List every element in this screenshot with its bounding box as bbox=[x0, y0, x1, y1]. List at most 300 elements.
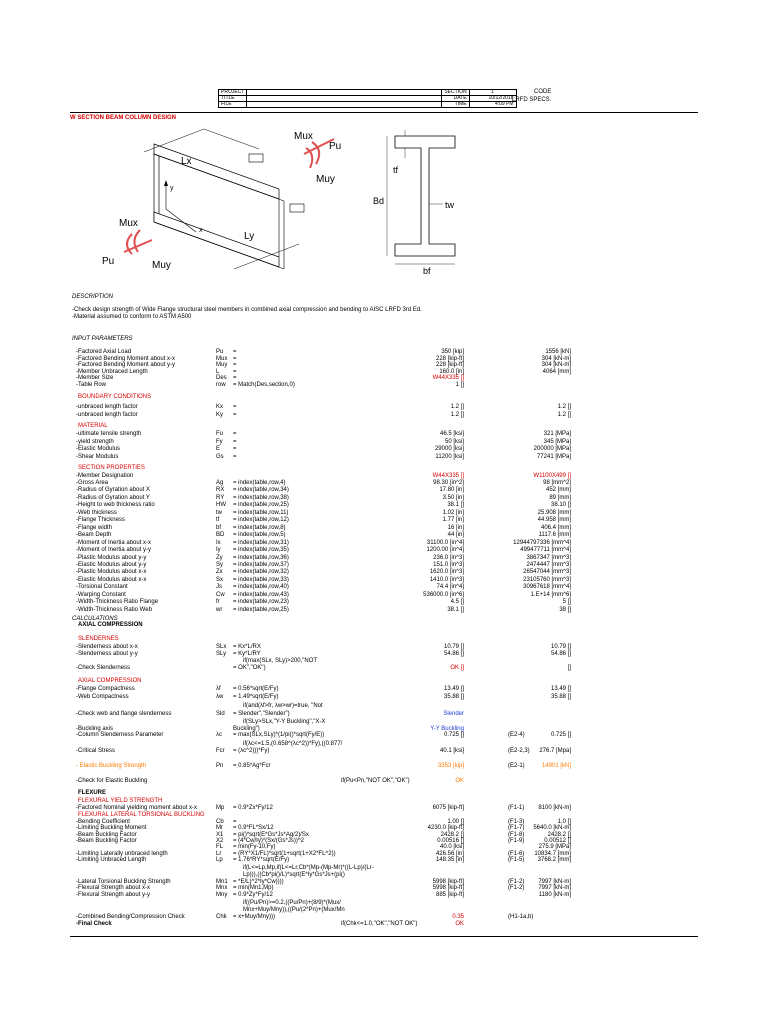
row-d: -Final Check bbox=[76, 921, 112, 927]
row-s: Lr bbox=[216, 850, 222, 857]
row-e: = index(table,row,12) bbox=[233, 517, 289, 524]
row-v1: 38.1 [] bbox=[447, 502, 464, 509]
row-d: -Beam Depth bbox=[76, 532, 112, 539]
row-v2: 35.88 [] bbox=[550, 694, 571, 700]
row-v2: 44.958 [mm] bbox=[537, 517, 571, 524]
row-e: = index(table,row,37) bbox=[233, 561, 289, 568]
row-v2: 3768.2 [mm] bbox=[537, 856, 571, 863]
row-e: = bbox=[233, 349, 237, 355]
row-d: -Factored Nominal yielding moment about x-x bbox=[76, 805, 198, 811]
x-axis-label: x bbox=[199, 227, 203, 234]
row-v2: 304 [kN-m] bbox=[541, 355, 571, 362]
row-v2: 5640.0 [kN-m] bbox=[533, 825, 571, 832]
pu-label-bottom: Pu bbox=[102, 256, 115, 267]
row-s: Des bbox=[216, 375, 227, 382]
row-v1: 148.35 [in] bbox=[435, 856, 464, 863]
row-v2: 452 [mm] bbox=[545, 487, 571, 494]
row-v1: 74.4 [in^4] bbox=[436, 584, 464, 591]
row-v2: 0.725 [] bbox=[550, 732, 571, 738]
row-d: -yield strength bbox=[76, 438, 114, 445]
section-props-heading: SECTION PROPERTIES bbox=[78, 465, 145, 471]
row-e: = (RY*X1/FL)*sqrt(1+sqrt(1+X2*FL^2)) bbox=[233, 850, 336, 857]
row-d: -Web thickness bbox=[76, 509, 117, 516]
row-d: - Elastic Buckling Strength bbox=[76, 763, 147, 769]
row-v1: Slender bbox=[443, 711, 464, 717]
row-s: Fy bbox=[216, 438, 223, 445]
row-v2: 54.86 [] bbox=[550, 651, 571, 657]
row-v1: 228 [kip-ft] bbox=[435, 362, 464, 369]
row-v2: 2428.2 [] bbox=[547, 831, 571, 838]
file-value bbox=[247, 102, 442, 108]
row-e: = bbox=[233, 375, 237, 382]
axial-comp-heading: AXIAL COMPRESSION bbox=[78, 678, 142, 684]
pu-label-top: Pu bbox=[329, 141, 342, 152]
row-v1: 426.56 [in] bbox=[435, 850, 464, 857]
row-v2: 23105760 [mm^3] bbox=[523, 576, 571, 583]
row-v1: 4230.0 [kip-ft] bbox=[427, 825, 464, 832]
row-v1: Y-Y Buckling bbox=[430, 726, 464, 732]
row-v2: 30967618 [mm^4] bbox=[523, 584, 571, 591]
row-d: -Check web and flange slenderness bbox=[76, 711, 172, 717]
row-s: Zx bbox=[216, 569, 223, 576]
row-v2: 10834.7 [mm] bbox=[534, 850, 571, 857]
ltb-heading: FLEXURAL LATERAL TORSIONAL BUCKLING bbox=[78, 812, 205, 818]
date-value: 10/12/2018 bbox=[469, 96, 516, 102]
row-d: -Bending Coefficient bbox=[76, 819, 130, 825]
row-s: Muy bbox=[216, 362, 228, 369]
row-e: if(Chk<=1.0,"OK","NOT OK") bbox=[341, 921, 418, 927]
row-d: -Slenderness about x-x bbox=[76, 644, 138, 650]
row-d: -unbraced length factor bbox=[76, 411, 138, 418]
row-s: Fu bbox=[216, 431, 224, 437]
row-v2: W1100X499 [] bbox=[533, 473, 571, 479]
row-v1: 6075 [kip-ft] bbox=[432, 805, 464, 811]
row-d: -Member Unbraced Length bbox=[76, 368, 148, 375]
row-v1: 1.2 [] bbox=[450, 411, 464, 418]
row-e: = max(SLx,SLy)*(1/pi()*sqrt(Fy/E)) bbox=[233, 732, 325, 738]
formula-line: if(L<=Lp,Mp,if(L<=Lr,Cb*(Mp-(Mp-Mr)*((L-Lp)/(Lr- bbox=[243, 865, 374, 871]
row-d: -Combined Bending/Compression Check bbox=[76, 914, 185, 920]
section-label: SECTION bbox=[442, 90, 469, 96]
axial-heading: AXIAL COMPRESSION bbox=[78, 622, 143, 628]
row-d: -Shear Modulus bbox=[76, 453, 119, 460]
calc-row bbox=[76, 710, 696, 718]
row-s: SLx bbox=[216, 644, 227, 650]
lx-label: Lx bbox=[181, 156, 192, 167]
row-v1: 536000.0 [in^6] bbox=[423, 591, 464, 598]
row-v1: 29000 [ksi] bbox=[434, 446, 464, 452]
page-title: W SECTION BEAM COLUMN DESIGN bbox=[70, 115, 176, 121]
tf-label: tf bbox=[393, 165, 399, 175]
row-s: RX bbox=[216, 487, 225, 494]
row-d: -Lateral Torsional Buckling Strength bbox=[76, 879, 171, 885]
calc-row bbox=[76, 664, 696, 672]
row-e: = *E/L)^2*Iy*Cw)))) bbox=[233, 879, 284, 885]
row-d: -Factored Bending Moment about y-y bbox=[76, 362, 176, 369]
row-d: -Elastic Modulus about y-y bbox=[76, 561, 147, 568]
row-v1: 16 [in] bbox=[447, 524, 464, 531]
time-label: TIME bbox=[442, 102, 469, 108]
row-s: Ag bbox=[216, 480, 224, 486]
row-s: Gs bbox=[216, 453, 224, 460]
row-s: Sy bbox=[216, 561, 224, 568]
row-v2: 7997 [kN-m] bbox=[538, 885, 571, 891]
bd-label: Bd bbox=[373, 196, 385, 206]
row-ref: (E2-4) bbox=[508, 732, 525, 738]
row-d: -Check for Elastic Buckling bbox=[76, 778, 148, 784]
row-d: -Moment of Inertia about x-x bbox=[76, 539, 152, 546]
row-s: Cw bbox=[216, 591, 225, 598]
title-label: TITLE bbox=[219, 96, 247, 102]
row-e: = index(table,row,34) bbox=[233, 487, 289, 494]
row-d: -Flange Thickness bbox=[76, 517, 125, 524]
calc-row bbox=[76, 693, 696, 701]
row-d: -Factored Axial Load bbox=[76, 349, 132, 355]
row-d: -Torsional Constant bbox=[76, 584, 128, 591]
row-v1: 17.80 [in] bbox=[439, 487, 464, 494]
row-d: -Critical Stress bbox=[76, 748, 116, 754]
row-s: Kx bbox=[216, 404, 224, 410]
i-section-diagram bbox=[365, 128, 475, 276]
row-v1: 160.0 [in] bbox=[439, 368, 464, 375]
row-v2: 38 [] bbox=[559, 606, 571, 613]
row-ref: (F1-3) bbox=[508, 819, 525, 825]
row-s: Fcr bbox=[216, 748, 225, 754]
row-ref: (H1-1a,b) bbox=[508, 914, 534, 920]
row-v2: 499477711 [mm^4] bbox=[520, 547, 571, 554]
row-v2: 275.9 [MPa] bbox=[538, 844, 571, 851]
row-v2: 77241 [MPa] bbox=[536, 453, 571, 460]
formula-line: if(λc<=1.5,(0.658^(λc^2))*Fy),((0.877/ bbox=[243, 741, 343, 747]
row-s: L bbox=[216, 368, 220, 375]
row-e: = index(table,row,23) bbox=[233, 599, 289, 606]
row-v1: 228 [kip-ft] bbox=[435, 355, 464, 362]
row-d: -ultimate tensile strength bbox=[76, 431, 142, 437]
row-v2: 0.00512 [] bbox=[544, 837, 571, 844]
row-e: = index(table,row,25) bbox=[233, 502, 289, 509]
mux-label-bottom: Mux bbox=[119, 218, 138, 229]
row-e: = 0.9*Zx*Fy/12 bbox=[233, 805, 273, 811]
row-ref: (F1-1) bbox=[508, 805, 525, 811]
row-d: -Web Compactness bbox=[76, 694, 129, 700]
section-value: 1 bbox=[469, 90, 516, 96]
row-d: -Member Size bbox=[76, 375, 114, 382]
row-v1: 151.0 [in^3] bbox=[433, 561, 464, 568]
row-e: = bbox=[233, 355, 237, 362]
row-e: = 0.9*FL*Sx/12 bbox=[233, 825, 274, 832]
top-rule bbox=[70, 112, 698, 113]
calculations-heading: CALCULATIONS bbox=[72, 616, 118, 622]
row-e: = 1.76*RY*sqrt(E/Fy) bbox=[233, 856, 290, 863]
row-e: = bbox=[233, 453, 237, 460]
row-e: = index(table,row,35) bbox=[233, 547, 289, 554]
row-e: = 0.85*Ag*Fcr bbox=[233, 763, 271, 769]
row-e: = OK","OK") bbox=[233, 665, 266, 671]
code-value: LRFD SPECS. bbox=[512, 97, 552, 103]
row-v1: 46.5 [ksi] bbox=[439, 431, 464, 437]
formula-line: if(SLy>SLx,"Y-Y Buckling","X-X bbox=[243, 719, 326, 725]
row-v1: 1.2 [] bbox=[450, 404, 464, 410]
row-ref: (F1-5) bbox=[508, 856, 525, 863]
row-e: = 1.49*sqrt(E/Fy) bbox=[233, 694, 279, 700]
row-e: = min(Mn1,Mp) bbox=[233, 885, 274, 891]
row-v1: 40.1 [ksi] bbox=[439, 748, 464, 754]
row-d: -Width-Thickness Ratio Web bbox=[76, 606, 152, 613]
row-v1: W44X335 [] bbox=[432, 375, 464, 382]
row-v1: 40.0 [ksi] bbox=[439, 844, 464, 851]
row-v2: 4064 [mm] bbox=[542, 368, 571, 375]
row-v1: 11200 [ksi] bbox=[435, 453, 464, 460]
project-label: PROJECT bbox=[219, 90, 247, 96]
row-v2: 13.49 [] bbox=[550, 686, 571, 692]
row-d: -Gross Area bbox=[76, 480, 109, 486]
row-e: = index(table,row,31) bbox=[233, 539, 289, 546]
row-v1: 38.1 [] bbox=[447, 606, 464, 613]
beam-column-diagram bbox=[84, 124, 354, 274]
time-value: 4:09 PM bbox=[469, 102, 516, 108]
slenderness-heading: SLENDERNES bbox=[78, 636, 119, 642]
row-s: SLy bbox=[216, 651, 227, 657]
row-s: Pn bbox=[216, 763, 224, 769]
row-s: fr bbox=[216, 599, 220, 606]
muy-label-bottom: Muy bbox=[152, 260, 171, 271]
row-s: Mp bbox=[216, 805, 225, 811]
row-d: -Limiting Laterally unbraced length bbox=[76, 850, 168, 857]
row-s: row bbox=[216, 382, 226, 388]
row-v1: 50 [ksi] bbox=[444, 438, 464, 445]
flexural-yield-heading: FLEXURAL YIELD STRENGTH bbox=[78, 798, 163, 804]
row-d: -Elastic Modulus bbox=[76, 446, 121, 452]
row-s: RY bbox=[216, 494, 225, 501]
row-d: -Height to web thickness ratio bbox=[76, 502, 155, 509]
row-d: -Plastic Modulus about y-y bbox=[76, 554, 147, 561]
row-e: = index(table,row,25) bbox=[233, 606, 289, 613]
row-v1: 4.5 [] bbox=[450, 599, 464, 606]
muy-label-top: Muy bbox=[316, 174, 335, 185]
row-v1: 885 [kip-ft] bbox=[435, 892, 464, 898]
row-d: -Column Slenderness Parameter bbox=[76, 732, 164, 738]
row-e: = index(table,row,43) bbox=[233, 591, 289, 598]
row-s: tf bbox=[216, 517, 220, 524]
row-d: -Beam Buckling Factor bbox=[76, 831, 137, 838]
row-e: = x+Muy/Mny))) bbox=[233, 914, 276, 920]
row-d: -Elastic Modulus about x-x bbox=[76, 576, 147, 583]
row-v1: 236.0 [in^3] bbox=[433, 554, 464, 561]
row-d: -Buckling axis bbox=[76, 726, 114, 732]
calc-row bbox=[76, 650, 696, 658]
row-e: = Ky*L/RY bbox=[233, 651, 261, 657]
row-e: = Match(Des,section,0) bbox=[233, 382, 295, 388]
row-v1: 2428.2 [] bbox=[440, 831, 464, 838]
row-d: -Moment of Inertia about y-y bbox=[76, 547, 152, 554]
row-v1: 5998 [kip-ft] bbox=[432, 885, 464, 891]
row-s: Sx bbox=[216, 576, 224, 583]
row-v2: 1.E+14 [mm^6] bbox=[530, 591, 571, 598]
row-s: Zy bbox=[216, 554, 223, 561]
row-ref: (F1-2) bbox=[508, 885, 525, 891]
calc-row bbox=[76, 731, 696, 739]
row-v2: 1.2 [] bbox=[557, 411, 571, 418]
row-v1: 1.00 [] bbox=[447, 819, 464, 825]
calc-row bbox=[76, 453, 696, 461]
row-ref: (F1-7) bbox=[508, 825, 525, 832]
bf-label: bf bbox=[423, 266, 431, 276]
row-v1: 1410.0 [in^3] bbox=[429, 576, 464, 583]
row-v1: W44X335 [] bbox=[432, 473, 464, 479]
row-v2: 2474447 [mm^3] bbox=[526, 561, 571, 568]
mux-label-top: Mux bbox=[294, 131, 313, 142]
row-v1: 98.30 [in^2] bbox=[433, 480, 464, 486]
row-s: λc bbox=[216, 732, 222, 738]
row-v1: 13.49 [] bbox=[443, 686, 464, 692]
row-s: BD bbox=[216, 532, 225, 539]
calc-row bbox=[76, 762, 696, 770]
formula-line: Lp))),((Cb*pi()/L)*sqrt(E*Iy*Gs*Js+(pi() bbox=[243, 872, 345, 878]
row-e: Buckling") bbox=[233, 726, 260, 732]
row-e: = bbox=[233, 446, 237, 452]
row-v2: 3867347 [mm^3] bbox=[526, 554, 571, 561]
row-e: = index(table,row,5) bbox=[233, 532, 286, 539]
row-v1: 1 [] bbox=[455, 382, 464, 388]
row-s: X2 bbox=[216, 837, 224, 844]
file-label: FILE bbox=[219, 102, 247, 108]
row-v1: 10.79 [] bbox=[443, 644, 464, 650]
row-s: Js bbox=[216, 584, 222, 591]
row-d: -Flexural Strength about y-y bbox=[76, 892, 151, 898]
row-v1: 44 [in] bbox=[447, 532, 464, 539]
row-s: Mnx bbox=[216, 885, 228, 891]
row-v1: 1200.00 [in^4] bbox=[426, 547, 464, 554]
calc-row bbox=[76, 381, 696, 389]
row-e: = index(table,row,8) bbox=[233, 524, 286, 531]
row-e: = bbox=[233, 362, 237, 369]
row-e: = index(table,row,36) bbox=[233, 554, 289, 561]
calc-row bbox=[76, 856, 696, 864]
row-s: X1 bbox=[216, 831, 224, 838]
row-d: -Warping Constant bbox=[76, 591, 126, 598]
row-v2: 5 [] bbox=[562, 599, 571, 606]
row-s: Mn1 bbox=[216, 879, 228, 885]
row-d: -Slenderness about y-y bbox=[76, 651, 138, 657]
row-d: -Check Slenderness bbox=[76, 665, 131, 671]
bottom-rule bbox=[70, 936, 698, 937]
row-e: = bbox=[233, 819, 237, 825]
row-e: = 0.56*sqrt(E/Fy) bbox=[233, 686, 279, 692]
row-e: = Kx*L/RX bbox=[233, 644, 261, 650]
row-d: -Flange width bbox=[76, 524, 113, 531]
row-v2: 14901 [kN] bbox=[541, 763, 571, 769]
row-v1: OK [] bbox=[450, 665, 464, 671]
row-v1: 0.725 [] bbox=[443, 732, 464, 738]
row-v1: 3353 [kip] bbox=[437, 763, 464, 769]
calc-row bbox=[76, 685, 696, 693]
row-s: E bbox=[216, 446, 221, 452]
code-label: CODE bbox=[534, 89, 552, 95]
row-e: = (λc^2)))*Fy) bbox=[233, 748, 270, 754]
row-v2: [] bbox=[567, 665, 571, 671]
row-v2: 1556 [kN] bbox=[545, 349, 571, 355]
row-v1: 1.77 [in] bbox=[442, 517, 464, 524]
material-heading: MATERIAL bbox=[78, 423, 108, 429]
row-e: = index(table,row,33) bbox=[233, 576, 289, 583]
row-e: = bbox=[233, 438, 237, 445]
row-d: -Radius of Gyration about X bbox=[76, 487, 151, 494]
formula-line: if(max(SLx, SLy)>200,"NOT bbox=[243, 658, 318, 664]
row-d: -Flange Compactness bbox=[76, 686, 135, 692]
row-v2: 98 [mm^2] bbox=[543, 480, 571, 486]
calc-row bbox=[76, 920, 696, 928]
date-label: DATE bbox=[442, 96, 469, 102]
row-e: = bbox=[233, 431, 237, 437]
row-ref: (E2-2,3) bbox=[508, 748, 530, 754]
row-v2: 12944797336 [mm^4] bbox=[513, 539, 571, 546]
row-v1: 0.35 bbox=[452, 914, 464, 920]
row-v1: OK bbox=[455, 921, 464, 927]
formula-line: if(and(λf>fr, λw>wr)=true, "Not bbox=[243, 703, 323, 709]
row-ref: (F1-6) bbox=[508, 850, 525, 857]
row-v2: 1180 [kN-m] bbox=[538, 892, 571, 898]
row-v2: 26547044 [mm^3] bbox=[523, 569, 571, 576]
row-d: -Plastic Modulus about x-x bbox=[76, 569, 147, 576]
row-v2: 38.10 [] bbox=[550, 502, 571, 509]
row-s: FL bbox=[216, 844, 224, 851]
row-s: tw bbox=[216, 509, 222, 516]
row-d: -Table Row bbox=[76, 382, 107, 388]
row-v2: 1.2 [] bbox=[557, 404, 571, 410]
row-v2: 276.7 [Mpa] bbox=[539, 748, 571, 754]
row-e: = bbox=[233, 368, 237, 375]
row-v2: 321 [MPa] bbox=[543, 431, 571, 437]
row-s: Ix bbox=[216, 539, 221, 546]
row-e: = index(table,row,11) bbox=[233, 509, 289, 516]
calc-row bbox=[76, 891, 696, 899]
row-e: = index(table,row,4) bbox=[233, 480, 286, 486]
row-d: -Factored Bending Moment about x-x bbox=[76, 355, 176, 362]
row-v1: 54.86 [] bbox=[443, 651, 464, 657]
row-v2: 25.908 [mm] bbox=[537, 509, 571, 516]
row-ref: (F1-9) bbox=[508, 837, 525, 844]
tw-label: tw bbox=[445, 200, 454, 210]
calc-row bbox=[76, 777, 696, 785]
row-d: -Member Designation bbox=[76, 473, 134, 479]
row-e: = min(Fy-10,Fy) bbox=[233, 844, 276, 851]
row-s: Pu bbox=[216, 349, 224, 355]
row-d: -Limiting Unbraced Length bbox=[76, 856, 147, 863]
row-e: = bbox=[233, 411, 237, 418]
row-v2: 200000 [MPa] bbox=[533, 446, 571, 452]
row-e: = bbox=[233, 404, 237, 410]
description-line1: -Check design strength of Wide Flange structural steel members in combined axial compression and bending to AISC LRFD 3rd Ed. bbox=[72, 307, 422, 313]
row-v2: 406.4 [mm] bbox=[540, 524, 571, 531]
calc-row bbox=[76, 747, 696, 755]
row-e: = index(table,row,40) bbox=[233, 584, 289, 591]
row-e: = 0.9*Zy*Fy/12 bbox=[233, 892, 273, 898]
row-e: = pi()*sqrt(E*Gs*Js*Ag/2)/Sx bbox=[233, 831, 309, 838]
calc-row bbox=[76, 411, 696, 419]
row-v2: 7997 [kN-m] bbox=[538, 879, 571, 885]
row-s: Iy bbox=[216, 547, 221, 554]
row-s: Lp bbox=[216, 856, 223, 863]
row-v1: 35.88 [] bbox=[443, 694, 464, 700]
row-d: -unbraced length factor bbox=[76, 404, 138, 410]
row-s: Mny bbox=[216, 892, 228, 898]
description-heading: DESCRIPTION bbox=[72, 294, 114, 300]
row-v1: 350 [kip] bbox=[441, 349, 464, 355]
row-e: = index(table,row,32) bbox=[233, 569, 289, 576]
row-e: if(Pu<Pn,"NOT OK","OK") bbox=[341, 778, 410, 784]
row-v2: 8100 [kN-m] bbox=[538, 805, 571, 811]
row-s: λw bbox=[216, 694, 224, 700]
